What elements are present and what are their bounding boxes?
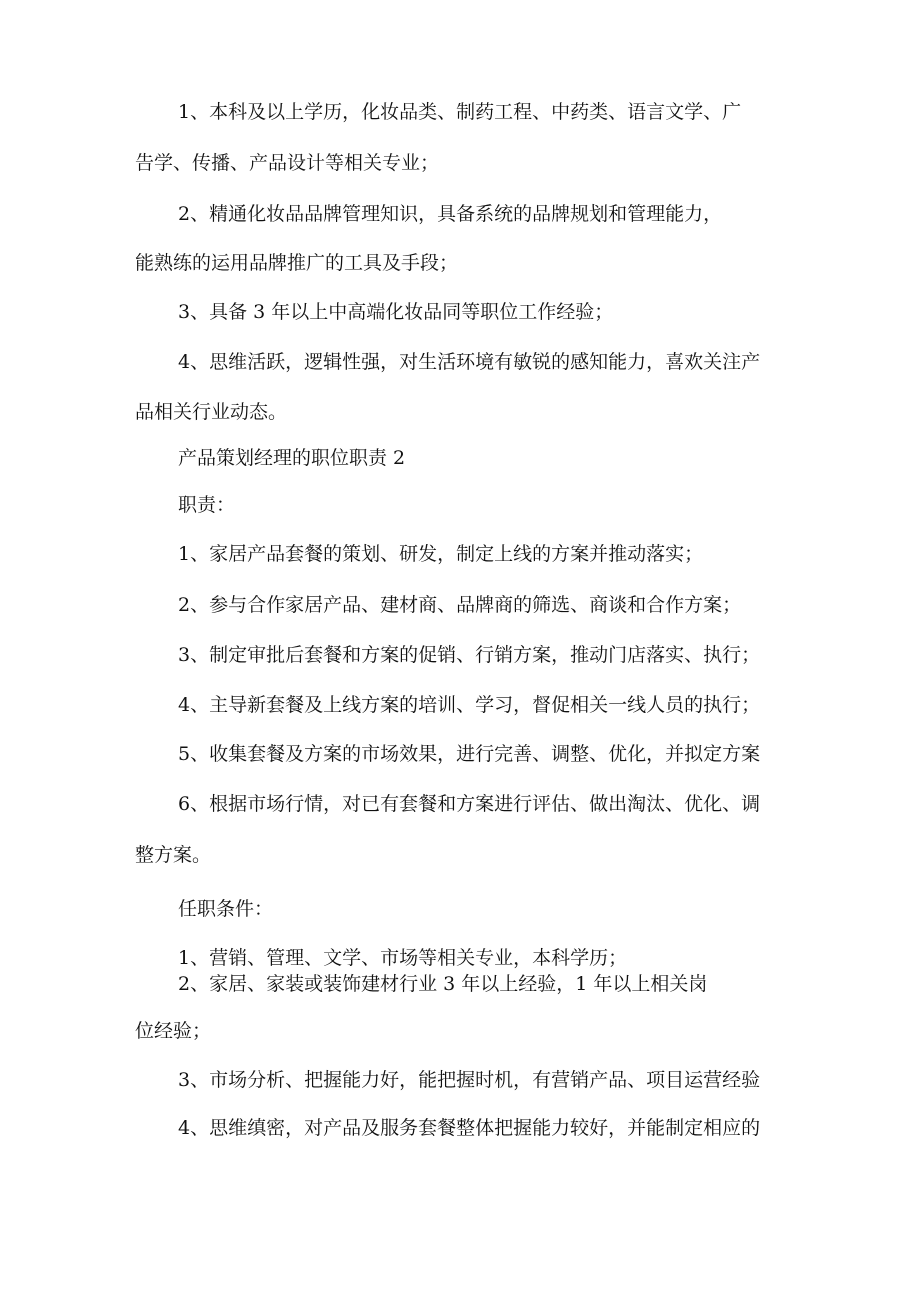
duty-2: 2、参与合作家居产品、建材商、品牌商的筛选、商谈和合作方案； bbox=[178, 594, 742, 616]
qualification-2-line-2: 位经验； bbox=[135, 1020, 212, 1042]
qualification-2-line-1: 2、家居、家装或装饰建材行业 3 年以上经验，1 年以上相关岗 bbox=[178, 973, 708, 995]
requirement-4-line-2: 品相关行业动态。 bbox=[135, 401, 288, 423]
duties-heading: 职责： bbox=[178, 494, 236, 516]
requirement-4-line-1: 4、思维活跃，逻辑性强，对生活环境有敏锐的感知能力，喜欢关注产 bbox=[178, 351, 761, 373]
duty-6-line-2: 整方案。 bbox=[135, 844, 212, 866]
qualification-4: 4、思维缜密，对产品及服务套餐整体把握能力较好，并能制定相应的 bbox=[178, 1117, 761, 1139]
qualifications-heading: 任职条件： bbox=[178, 898, 274, 920]
requirement-1-line-2: 告学、传播、产品设计等相关专业； bbox=[135, 152, 440, 174]
duty-3: 3、制定审批后套餐和方案的促销、行销方案，推动门店落实、执行； bbox=[178, 644, 761, 666]
requirement-3: 3、具备 3 年以上中高端化妆品同等职位工作经验； bbox=[178, 301, 614, 323]
duty-1: 1、家居产品套餐的策划、研发，制定上线的方案并推动落实； bbox=[178, 543, 704, 565]
requirement-2-line-1: 2、精通化妆品品牌管理知识，具备系统的品牌规划和管理能力， bbox=[178, 203, 723, 225]
duty-6-line-1: 6、根据市场行情，对已有套餐和方案进行评估、做出淘汰、优化、调 bbox=[178, 793, 761, 815]
qualification-3: 3、市场分析、把握能力好，能把握时机，有营销产品、项目运营经验 bbox=[178, 1069, 761, 1091]
duty-5: 5、收集套餐及方案的市场效果，进行完善、调整、优化，并拟定方案 bbox=[178, 743, 761, 765]
qualification-1: 1、营销、管理、文学、市场等相关专业，本科学历； bbox=[178, 947, 628, 969]
duty-4: 4、主导新套餐及上线方案的培训、学习，督促相关一线人员的执行； bbox=[178, 694, 761, 716]
requirement-2-line-2: 能熟练的运用品牌推广的工具及手段； bbox=[135, 252, 459, 274]
requirement-1-line-1: 1、本科及以上学历，化妆品类、制药工程、中药类、语言文学、广 bbox=[178, 101, 742, 123]
section-heading: 产品策划经理的职位职责 2 bbox=[178, 447, 406, 469]
